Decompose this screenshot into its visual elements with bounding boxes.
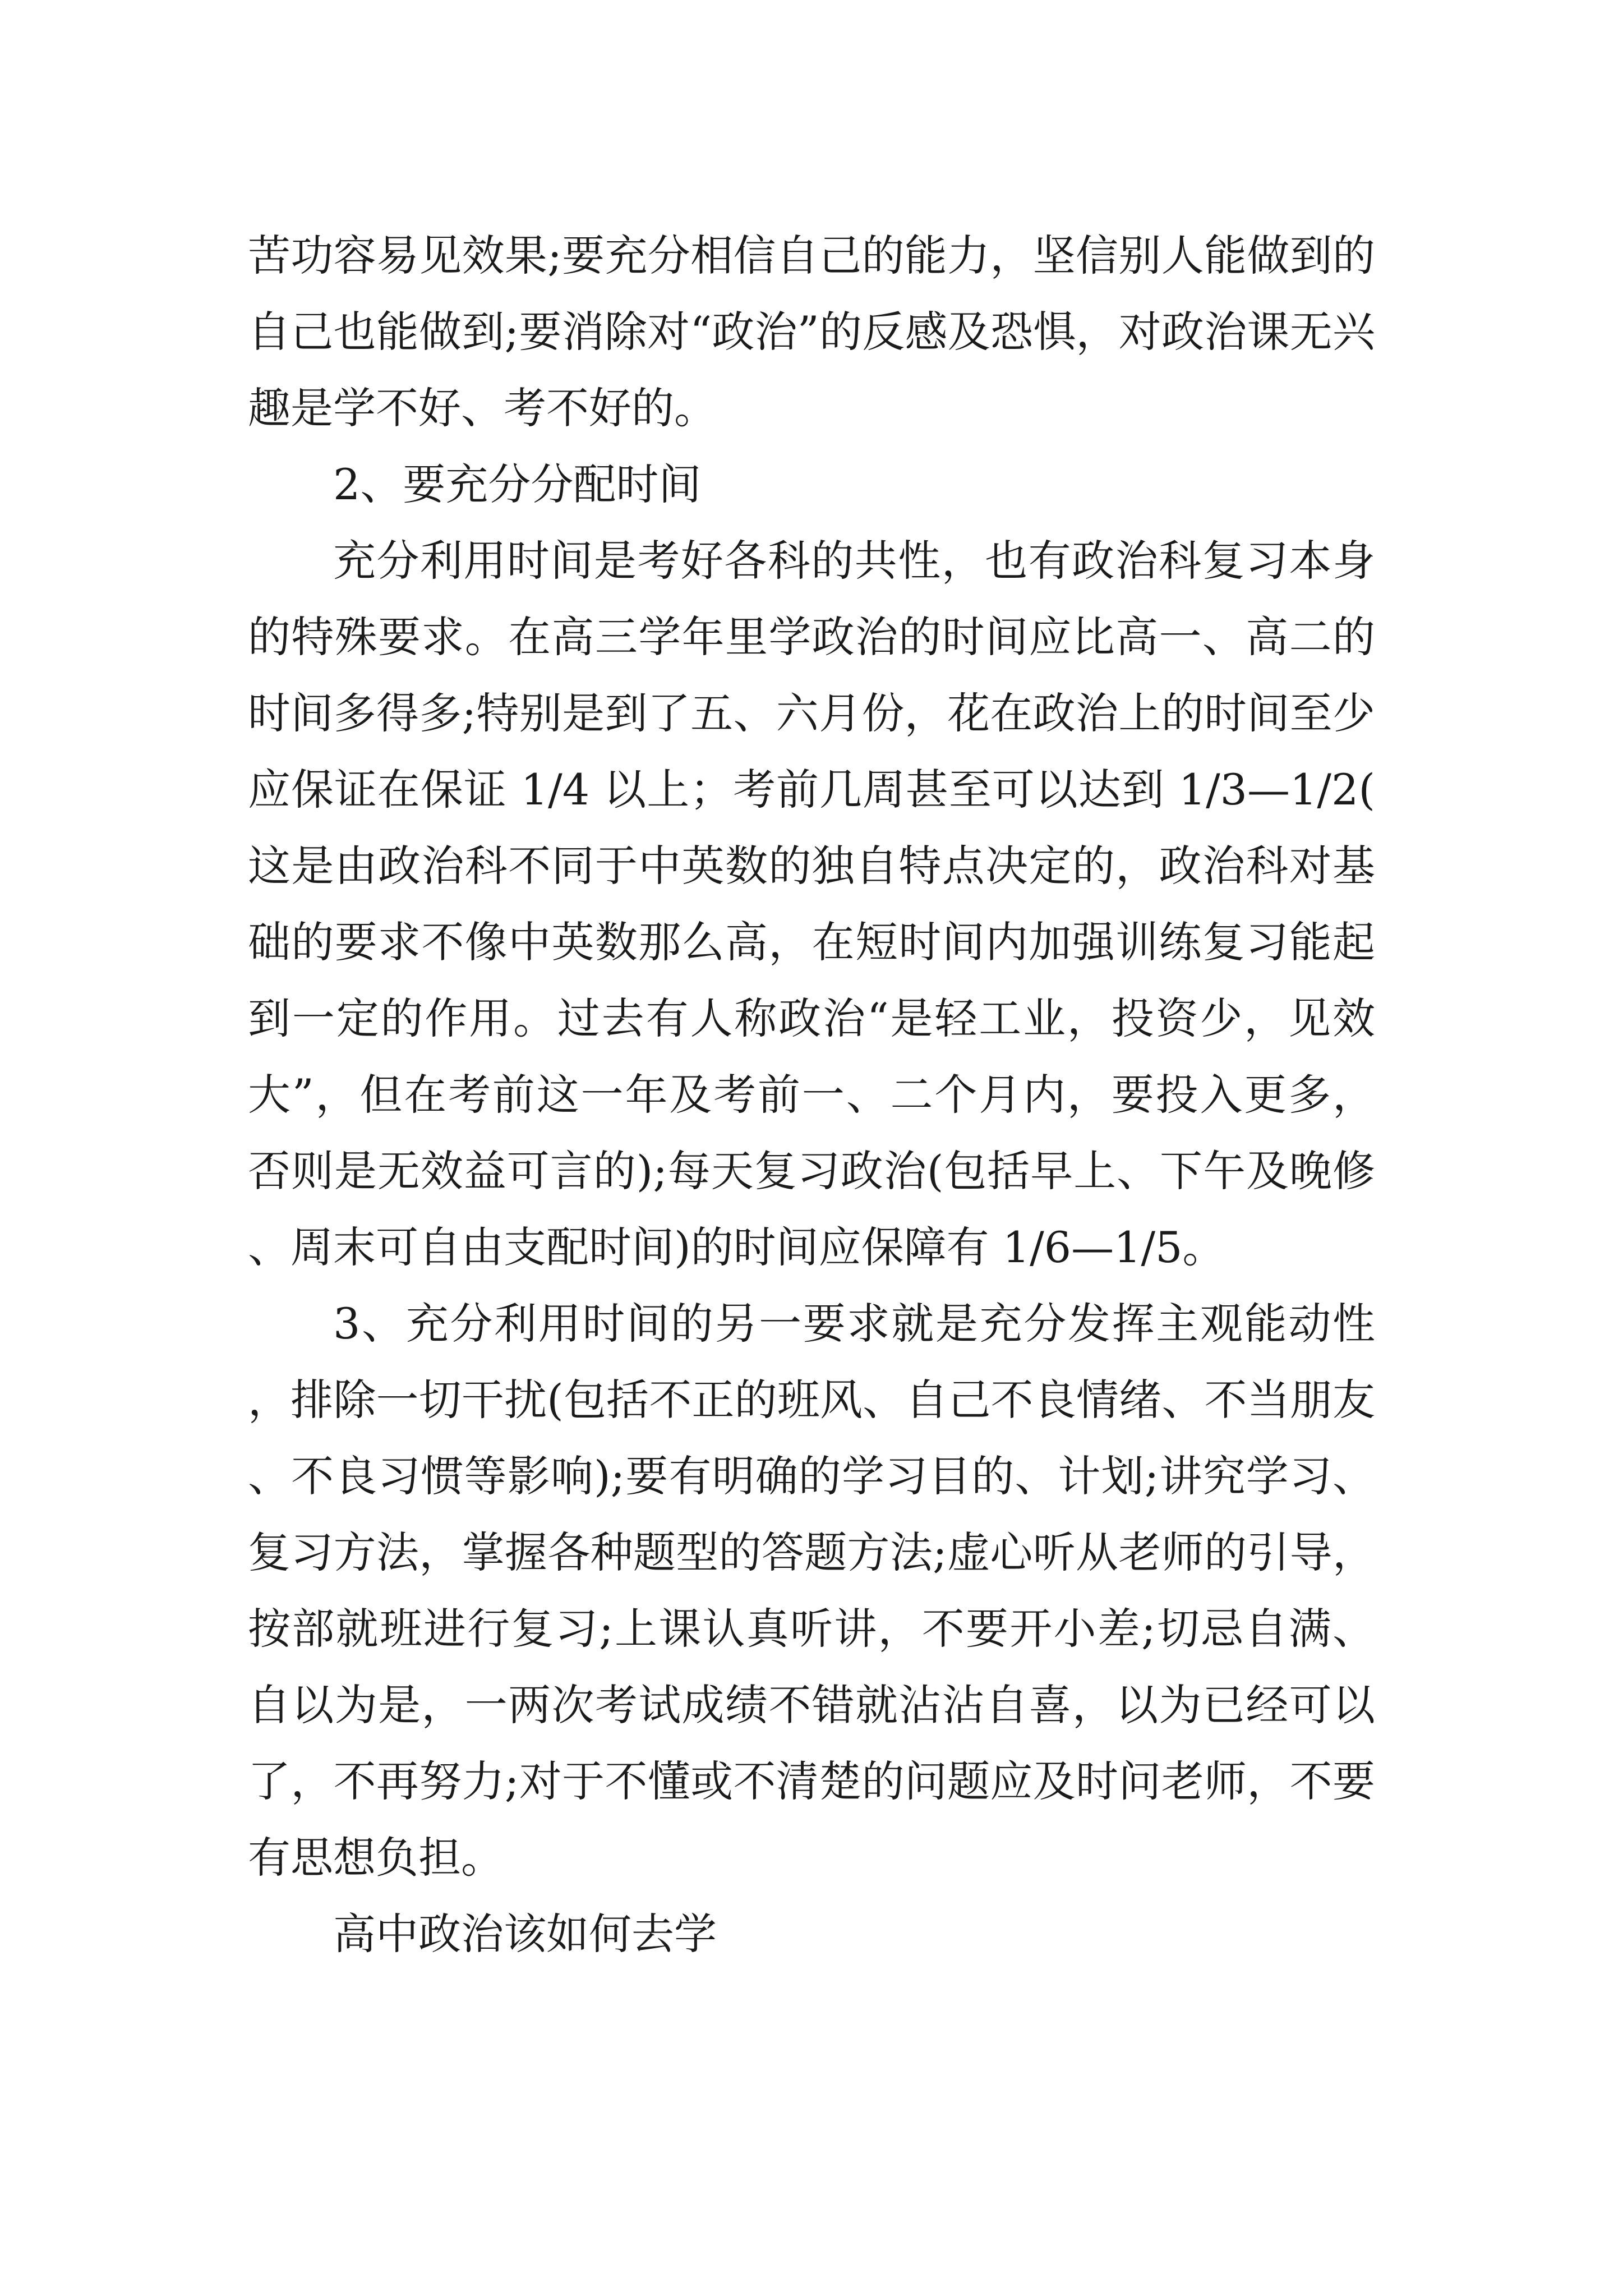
paragraph-continuation: 苦功容易见效果;要充分相信自己的能力，坚信别人能做到的自己也能做到;要消除对“政治”的反感及恐惧，对政治课无兴趣是学不好、考不好的。 <box>248 231 1375 433</box>
document-body <box>248 218 1375 1972</box>
section-heading-time-allocation: 2、要充分分配时间 <box>333 459 702 509</box>
paragraph-time-usage: 充分利用时间是考好各科的共性，也有政治科复习本身的特殊要求。在高三学年里学政治的时间应比高一、高二的时间多得多;特别是到了五、六月份，花在政治上的时间至少应保证在保证 1/4 以上；考前几周甚至可以达到 1/3—1/2(这是由政治科不同于中英数的独自特点决定的，政治科对基础的要求不像中英数那么高，在短时间内加强训练复习能起到一定的作用。过去有人称政治“是轻工业，投资少，见效大”，但在考前这一年及考前一、二个月内，要投入更多，否则是无效益可言的);每天复习政治(包括早上、下午及晚修、周末可自由支配时间)的时间应保障有 1/6—1/5。 <box>248 536 1375 1272</box>
section-heading-how-to-learn: 高中政治该如何去学 <box>333 1909 717 1959</box>
paragraph-initiative: 3、充分利用时间的另一要求就是充分发挥主观能动性，排除一切干扰(包括不正的班风、自己不良情绪、不当朋友、不良习惯等影响);要有明确的学习目的、计划;讲究学习、复习方法，掌握各种题型的答题方法;虚心听从老师的引导，按部就班进行复习;上课认真听讲，不要开小差;切忌自满、自以为是，一两次考试成绩不错就沾沾自喜，以为已经可以了，不再努力;对于不懂或不清楚的问题应及时问老师，不要有思想负担。 <box>248 1299 1375 1883</box>
